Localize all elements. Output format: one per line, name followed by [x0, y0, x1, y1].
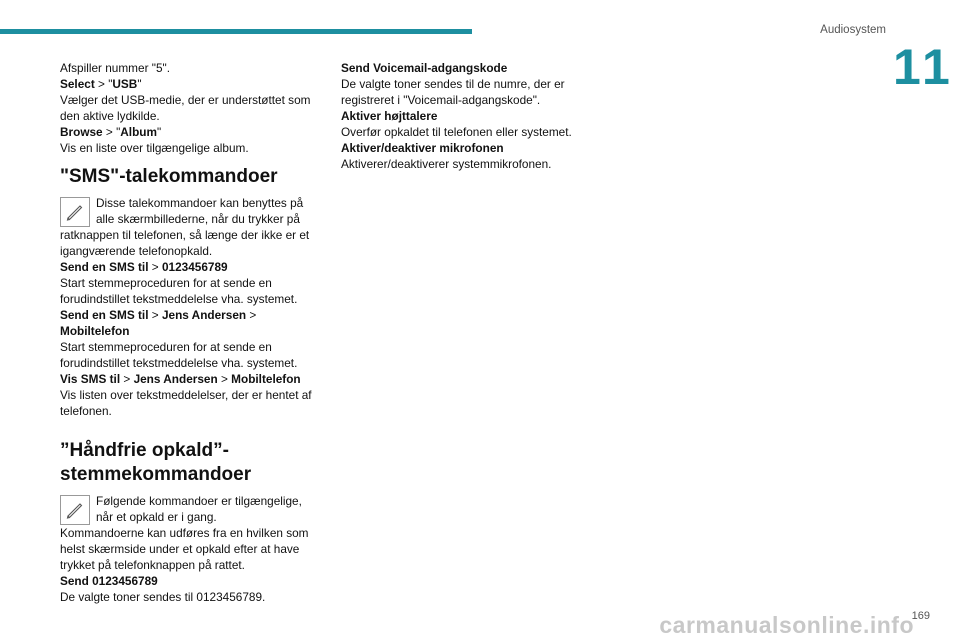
- pencil-note-icon: [60, 495, 90, 525]
- handsfree-command-2-desc: De valgte toner sendes til de numre, der er registreret i "Voicemail-adgangskode".: [341, 77, 565, 107]
- sms-command-2: [60, 307, 322, 339]
- separator: > ": [102, 125, 121, 139]
- handsfree-heading: ”Håndfrie opkald”-stemmekommandoer: [60, 440, 252, 485]
- chapter-number: 11: [893, 39, 954, 95]
- intro-line-1: Afspiller nummer "5".: [60, 61, 170, 75]
- page-number: 169: [911, 610, 930, 622]
- command-word: Mobiltelefon: [60, 324, 130, 338]
- sms-command-1: [60, 259, 322, 275]
- handsfree-command-3: Aktiver højttalere: [341, 109, 438, 123]
- separator: ": [137, 77, 142, 91]
- separator: ": [156, 125, 162, 139]
- separator: >: [120, 372, 134, 386]
- sms-note-continued: ratknappen til telefonen, så længe der ikke er et igangværende telefonopkald.: [60, 228, 310, 258]
- sms-command-3-desc: Vis listen over tekstmeddelelser, der er hentet af telefonen.: [60, 388, 312, 418]
- separator: >: [148, 308, 162, 322]
- separator: >: [217, 372, 232, 386]
- command-word: Send en SMS til: [60, 308, 149, 322]
- pencil-note-icon: [60, 197, 90, 227]
- command-word: Vis SMS til: [60, 372, 121, 386]
- handsfree-command-4-desc: Aktiverer/deaktiverer systemmikrofonen.: [341, 157, 552, 171]
- command-word: Jens Andersen: [161, 308, 247, 322]
- command-word: 0123456789: [161, 260, 228, 274]
- watermark: carmanualsonline.info: [659, 612, 914, 638]
- intro-line-4: [60, 124, 322, 140]
- header-accent-bar: [0, 29, 472, 34]
- command-word: Select: [60, 77, 95, 91]
- command-word: Mobiltelefon: [231, 372, 301, 386]
- intro-line-5: Vis en liste over tilgængelige album.: [60, 141, 249, 155]
- handsfree-note-continued: Kommandoerne kan udføres fra en hvilken som helst skærmside under et opkald efter at have trykket på telefonknappen på rattet.: [60, 526, 309, 572]
- handsfree-command-4: Aktiver/deaktiver mikrofonen: [341, 141, 504, 155]
- left-column: [60, 60, 322, 605]
- command-word: Send en SMS til: [60, 260, 149, 274]
- sms-command-3: [60, 371, 322, 387]
- sms-command-1-desc: Start stemmeproceduren for at sende en forudindstillet tekstmeddelelse vha. systemet.: [60, 276, 298, 306]
- section-title: Audiosystem: [820, 24, 886, 36]
- command-word: Browse: [60, 125, 103, 139]
- command-word: Jens Andersen: [133, 372, 218, 386]
- separator: >: [148, 260, 162, 274]
- handsfree-note: [60, 493, 322, 525]
- sms-heading: "SMS"-talekommandoer: [60, 166, 278, 187]
- command-word: USB: [112, 77, 138, 91]
- handsfree-command-1-desc: De valgte toner sendes til 0123456789.: [60, 590, 266, 604]
- handsfree-note-text: Følgende kommandoer er tilgængelige, når et opkald er i gang.: [96, 494, 302, 524]
- handsfree-command-3-desc: Overfør opkaldet til telefonen eller systemet.: [341, 125, 572, 139]
- sms-note: [60, 195, 322, 227]
- handsfree-command-2: Send Voicemail-adgangskode: [341, 61, 508, 75]
- separator: > ": [94, 77, 113, 91]
- intro-line-3: Vælger det USB-medie, der er understøttet som den aktive lydkilde.: [60, 93, 311, 123]
- separator: >: [246, 308, 257, 322]
- intro-line-2: [60, 76, 322, 92]
- handsfree-command-1: Send 0123456789: [60, 574, 158, 588]
- sms-note-text: Disse talekommandoer kan benyttes på alle skærmbillederne, når du trykker på: [96, 196, 304, 226]
- command-word: Album: [120, 125, 157, 139]
- right-column: [341, 60, 603, 172]
- sms-command-2-desc: Start stemmeproceduren for at sende en forudindstillet tekstmeddelelse vha. systemet.: [60, 340, 298, 370]
